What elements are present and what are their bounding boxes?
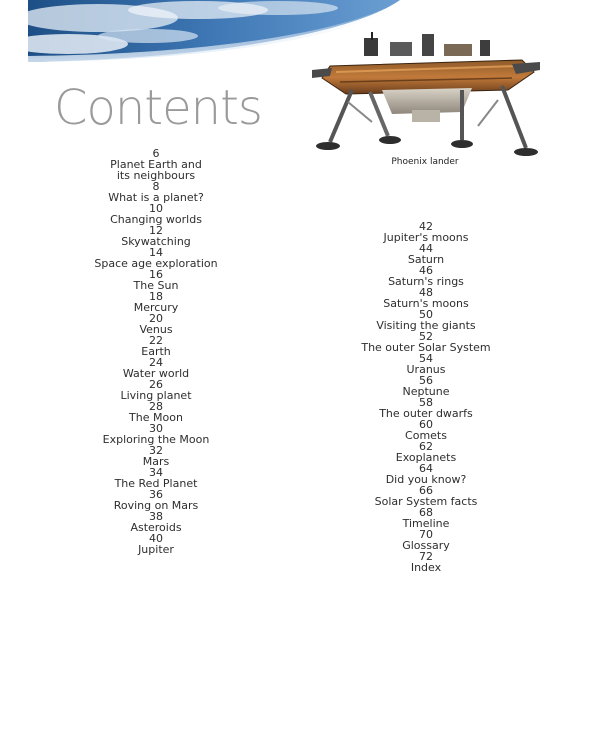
toc-entry[interactable]	[341, 507, 511, 529]
toc-entry[interactable]	[71, 269, 241, 291]
toc-entry[interactable]	[71, 401, 241, 423]
page-title: Contents	[54, 80, 262, 136]
toc-entry[interactable]	[341, 529, 511, 551]
toc-entry[interactable]	[71, 313, 241, 335]
toc-page-number: 68	[419, 506, 433, 519]
toc-entry[interactable]	[341, 243, 511, 265]
toc-page-number: 14	[149, 246, 163, 259]
toc-page-number: 26	[149, 378, 163, 391]
toc-title: Planet Earth and its neighbours	[110, 158, 202, 182]
toc-title: Comets	[405, 429, 447, 442]
toc-page-number: 28	[149, 400, 163, 413]
toc-entry[interactable]	[341, 419, 511, 441]
toc-page-number: 64	[419, 462, 433, 475]
toc-title: Venus	[139, 323, 173, 336]
toc-page-number: 54	[419, 352, 433, 365]
toc-page-number: 16	[149, 268, 163, 281]
toc-entry[interactable]	[341, 485, 511, 507]
toc-entry[interactable]	[71, 467, 241, 489]
toc-title: What is a planet?	[108, 191, 204, 204]
toc-page-number: 60	[419, 418, 433, 431]
toc-title: Roving on Mars	[113, 499, 199, 512]
toc-title: Living planet	[120, 389, 192, 402]
toc-title: The Red Planet	[114, 477, 198, 490]
toc-entry[interactable]	[71, 379, 241, 401]
toc-title: Jupiter's moons	[383, 231, 469, 244]
toc-page-number: 10	[149, 202, 163, 215]
toc-entry[interactable]	[341, 551, 511, 573]
toc-left-column	[71, 148, 241, 555]
toc-title: Index	[410, 561, 442, 574]
toc-title: Earth	[141, 345, 171, 358]
toc-entry[interactable]	[341, 441, 511, 463]
toc-page-number: 36	[149, 488, 163, 501]
toc-entry[interactable]	[341, 331, 511, 353]
toc-entry[interactable]	[341, 353, 511, 375]
toc-page-number: 72	[419, 550, 433, 563]
toc-title: Water world	[122, 367, 190, 380]
toc-page-number: 34	[149, 466, 163, 479]
toc-title: Exoplanets	[395, 451, 457, 464]
toc-entry[interactable]	[71, 489, 241, 511]
toc-page-number: 70	[419, 528, 433, 541]
toc-title: Exploring the Moon	[102, 433, 210, 446]
toc-page-number: 44	[419, 242, 433, 255]
toc-page-number: 56	[419, 374, 433, 387]
toc-entry[interactable]	[71, 225, 241, 247]
toc-page-number: 66	[419, 484, 433, 497]
toc-title: Solar System facts	[374, 495, 478, 508]
toc-page-number: 18	[149, 290, 163, 303]
toc-title: Skywatching	[121, 235, 191, 248]
toc-title: Jupiter	[138, 543, 174, 556]
toc-title: Glossary	[402, 539, 450, 552]
toc-page-number: 6	[152, 147, 160, 160]
toc-entry[interactable]	[341, 309, 511, 331]
toc-title: The outer Solar System	[361, 341, 491, 354]
toc-title: Changing worlds	[110, 213, 202, 226]
toc-page-number: 24	[149, 356, 163, 369]
toc-entry[interactable]	[71, 511, 241, 533]
toc-entry[interactable]	[341, 287, 511, 309]
toc-title: Visiting the giants	[376, 319, 476, 332]
toc-entry[interactable]	[71, 445, 241, 467]
toc-page-number: 58	[419, 396, 433, 409]
toc-title: Neptune	[402, 385, 450, 398]
phoenix-lander-photo	[312, 30, 540, 166]
toc-entry[interactable]	[341, 265, 511, 287]
toc-title: Saturn	[407, 253, 445, 266]
toc-title: The Moon	[129, 411, 183, 424]
toc-title: The Sun	[133, 279, 179, 292]
toc-title: Mars	[142, 455, 170, 468]
toc-title: Space age exploration	[94, 257, 218, 270]
toc-page-number: 50	[419, 308, 433, 321]
toc-entry[interactable]	[341, 463, 511, 485]
toc-page-number: 62	[419, 440, 433, 453]
image-caption: Phoenix lander	[391, 157, 459, 167]
toc-page-number: 40	[149, 532, 163, 545]
toc-entry[interactable]	[71, 335, 241, 357]
toc-title: Asteroids	[130, 521, 182, 534]
lander-illustration	[312, 30, 540, 166]
toc-entry[interactable]	[341, 221, 511, 243]
toc-title: Uranus	[406, 363, 446, 376]
toc-right-column	[341, 221, 511, 573]
toc-entry[interactable]	[71, 148, 241, 181]
toc-page-number: 12	[149, 224, 163, 237]
toc-entry[interactable]	[71, 357, 241, 379]
toc-page-number: 8	[152, 180, 160, 193]
toc-title: Saturn's rings	[388, 275, 464, 288]
toc-title: Saturn's moons	[383, 297, 469, 310]
toc-entry[interactable]	[71, 247, 241, 269]
toc-title: Timeline	[402, 517, 450, 530]
toc-entry[interactable]	[71, 423, 241, 445]
toc-page-number: 22	[149, 334, 163, 347]
toc-title: Mercury	[133, 301, 179, 314]
toc-entry[interactable]	[341, 397, 511, 419]
toc-page-number: 52	[419, 330, 433, 343]
toc-entry[interactable]	[71, 291, 241, 313]
toc-title: Did you know?	[385, 473, 467, 486]
toc-entry[interactable]	[71, 533, 241, 555]
toc-page-number: 48	[419, 286, 433, 299]
toc-page-number: 42	[419, 220, 433, 233]
toc-page-number: 30	[149, 422, 163, 435]
toc-entry[interactable]	[71, 181, 241, 203]
toc-page-number: 32	[149, 444, 163, 457]
toc-title: The outer dwarfs	[379, 407, 473, 420]
toc-page-number: 46	[419, 264, 433, 277]
toc-entry[interactable]	[71, 203, 241, 225]
toc-entry[interactable]	[341, 375, 511, 397]
toc-page-number: 38	[149, 510, 163, 523]
toc-page-number: 20	[149, 312, 163, 325]
